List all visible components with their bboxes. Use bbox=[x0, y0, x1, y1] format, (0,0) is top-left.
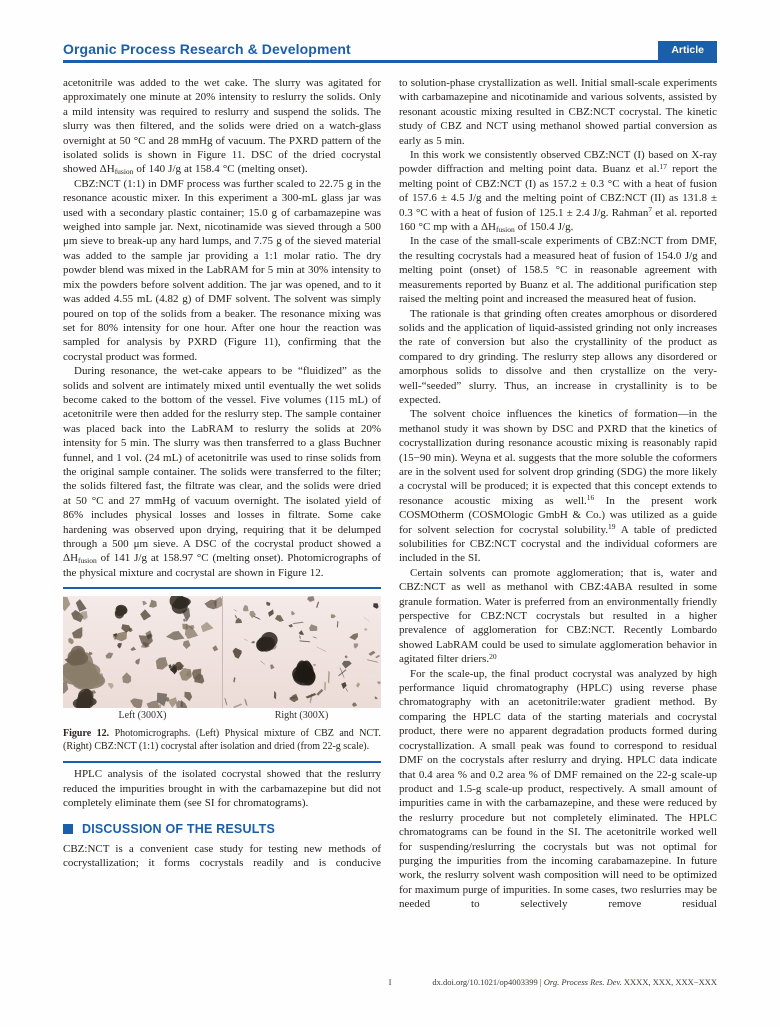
doi-citation[interactable]: dx.doi.org/10.1021/op4003399 | Org. Process Res. Dev. XXXX, XXX, XXX−XXX bbox=[432, 977, 717, 987]
paragraph: acetonitrile was added to the wet cake. The slurry was agitated for approximately one minute at 20% intensity to reslurry the solids. Only a mild intensity was required to reslurry and suspend the solids. The slurry was then filtered, and the solids were dried on a watch-glass overnight at 50 °C and 28 mmHg of vacuum. The PXRD pattern of the isolated solids is shown in Figure 11. DSC of the dried cocrystal showed $\Delta H_{fusion}$ of 140 J/g at 158.4 °C (melting onset). bbox=[63, 77, 381, 177]
figure-12 bbox=[63, 587, 381, 763]
paragraph: The rationale is that grinding often creates amorphous or disordered solids and the application of liquid-assisted grinding not only increases the rate of conversion but also the crystallinity of the product as compared to dry grinding. The reslurry step allows any disordered or amorphous solids to dissolve and then crystallize on the very-well-“seeded” slurry. Thus, an increase in crystallinity is to be expected. bbox=[399, 307, 717, 406]
section-heading-label: DISCUSSION OF THE RESULTS bbox=[82, 821, 275, 836]
paragraph: For the scale-up, the final product cocrystal was analyzed by high performance liquid chromatography (HPLC) using reverse phase chromatography with an acetonitrile:water gradient method. By comparing the HPLC data of the starting materials and cocrystal product, there were no apparent degradation products formed during cocrystallization. A small peak was found to correspond to residual DMF on the cocrystals after reslurry and drying. HPLC data indicate that 0.4 area % and 0.2 area % of DMF remained on the 22-g scale-up product and 1.5-g scale-up product, respectively. A small amount of impurities came in with the carbamazepine, and these were reduced by the reslurry procedure but not completely eliminated. The HPLC chromatograms can be found in the SI. The acetonitrile worked well for suspending/reslurring the cocrystals but was not optimal for purging the impurities from the incoming carabamazepine. In future work, the reslurry solvent wash composition will need to be optimized for maximum purge of impurities. In some cases, two reslurries may be needed to selectively remove residual bbox=[399, 667, 717, 911]
paragraph: The solvent choice influences the kinetics of formation—in the methanol study it was shown by DSC and PXRD that the kinetics of cocrystallization during resonance acoustic mixing is reasonably rapid (15−90 min). Weyna et al. suggests that the more soluble the coformers are in the solvent used for solvent drop grinding (SDG) the more likely a cocrystal will be produced; it is expected that this concept extends to resonance acoustic mixing as well.$^{16}$ In the present work COSMOtherm (COSMOlogic GmbH & Co.) was utilized as a guide for solvent selection for cocrystal solubility.$^{19}$ A table of predicted solubilities for CBZ:NCT cocrystal and the individual coformers are included in the SI. bbox=[399, 408, 717, 565]
article-body bbox=[63, 76, 717, 984]
paragraph-group-right bbox=[399, 76, 717, 912]
section-bullet-icon bbox=[63, 824, 73, 834]
micrograph-labels bbox=[63, 710, 381, 721]
photomicrographs bbox=[63, 596, 381, 708]
figure-top-rule bbox=[63, 587, 381, 589]
header-rule bbox=[63, 60, 717, 63]
paragraph-group-top bbox=[63, 76, 381, 580]
left-column bbox=[63, 76, 381, 984]
figure-bottom-rule bbox=[63, 761, 381, 763]
photomicrograph-left-image bbox=[63, 596, 223, 708]
article-type-badge[interactable]: Article bbox=[658, 41, 717, 60]
page-header bbox=[63, 40, 717, 62]
paragraph-group-mid bbox=[63, 767, 381, 810]
paragraph: CBZ:NCT is a convenient case study for testing new methods of cocrystallization; it forms cocrystals readily and is conducive bbox=[63, 842, 381, 870]
right-column bbox=[399, 76, 717, 984]
section-heading-discussion bbox=[63, 822, 381, 836]
page-number: I bbox=[388, 977, 392, 987]
paragraph: HPLC analysis of the isolated cocrystal showed that the reslurry reduced the impurities brought in with the carbamazepine but did not completely eliminate them (see SI for chromatograms). bbox=[63, 768, 381, 810]
journal-title: Organic Process Research & Development bbox=[63, 41, 351, 57]
paragraph-group-bottom bbox=[63, 842, 381, 871]
paragraph: to solution-phase crystallization as well. Initial small-scale experiments with carbamazepine and nicotinamide and various solvents, assisted by resonant acoustic mixing resulted in CBZ:NCT cocrystal. The kinetic study of CBZ and NCT using methanol showed partial conversion as early as 5 min. bbox=[399, 77, 717, 147]
paragraph: During resonance, the wet-cake appears to be “fluidized” as the solids and solvent are intimately mixed until eventually the wet solids become caked to the bottom of the vessel. Five volumes (115 mL) of acetonitrile were then added for the reslurry step. The sample container was placed back into the LabRAM to reslurry the solids at 20% intensity for 5 min. The slurry was then transferred to a glass Buchner funnel, and 1 vol. (24 mL) of acetonitrile was used to rinse solids from the original sample container. The solids were transferred to the filter; the solids filtered fast, the filtrate was clear, and the solids were dried at 50 °C and 27 mmHg of vacuum overnight. The isolated yield of 86% includes physical losses and losses in filtrate. Some cake hardening was observed upon drying, requiring that it be delumped through a 500 μm sieve. A DSC of the cocrystal product showed a $\Delta H_{fusion}$ of 141 J/g at 158.97 °C (melting onset). Photomicrographs of the physical mixture and cocrystal are shown in Figure 12. bbox=[63, 365, 381, 579]
photomicrograph-right-image bbox=[223, 596, 381, 708]
right-panel-label: Right (300X) bbox=[274, 710, 329, 722]
paragraph: Certain solvents can promote agglomeration; that is, water and CBZ:NCT as well as methanol with CBZ:4ABA resulted in some granule formation. Water is preferred from an environmentally friendly perspective for CBZ:NCT cocrystals but resulted in a higher prevalence of agglomeration for CBZ:NCT. Recently Lombardo showed LabRAM could be used to simulate agglomeration behavior in agitated filter driers.$^{20}$ bbox=[399, 566, 717, 666]
paragraph: CBZ:NCT (1:1) in DMF process was further scaled to 22.75 g in the resonance acoustic mixer. In this experiment a 300-mL glass jar was used with a secondary plastic container; 15.0 g of carbamazepine was weighed into sample jar. Next, nicotinamide was sieved through a 500 μm sieve to break-up any hard lumps, and 7.75 g of the sieved material was added to the sample jar providing a 1:1 molar ratio. The dry powder blend was mixed in the LabRAM for 5 min at 30% intensity to mix the powders before solvent addition. The jar was opened, and to it was added 4.55 mL (4.82 g) of DMF solvent. The solvent was simply poured on top of the solids from a beaker. The resonance mixing was set for 80% intensity for one hour. After one hour the reaction was sampled for analysis by PXRD (Figure 11), confirming that the cocrystal product was formed. bbox=[63, 177, 381, 363]
left-panel-label: Left (300X) bbox=[118, 710, 167, 722]
figure-caption: Figure 12. Photomicrographs. (Left) Physical mixture of CBZ and NCT. (Right) CBZ:NCT (1:1) cocrystal after isolation and dried (from 22-g scale). bbox=[63, 728, 381, 752]
paragraph: In this work we consistently observed CBZ:NCT (I) based on X-ray powder diffraction and melting point data. Buanz et al.$^{17}$ report the melting point of CBZ:NCT (I) as 157.2 ± 0.3 °C with a heat of fusion of 157.6 ± 4.5 J/g and the melting point of CBZ:NCT (II) as 131.8 ± 0.3 °C with a heat of fusion of 125.1 ± 2.4 J/g. Rahman$^7$ et al. reported 160 °C mp with a $\Delta H_{fusion}$ of 150.4 J/g. bbox=[399, 149, 717, 234]
paragraph: In the case of the small-scale experiments of CBZ:NCT from DMF, the resulting cocrystals had a measured heat of fusion of 154.0 J/g and melting point (onset) of 158.5 °C in reasonable agreement with measurements reported by Buanz et al. The additional purification step raised the melting point and increased the measured heat of fusion. bbox=[399, 235, 717, 306]
page-footer bbox=[63, 977, 717, 989]
